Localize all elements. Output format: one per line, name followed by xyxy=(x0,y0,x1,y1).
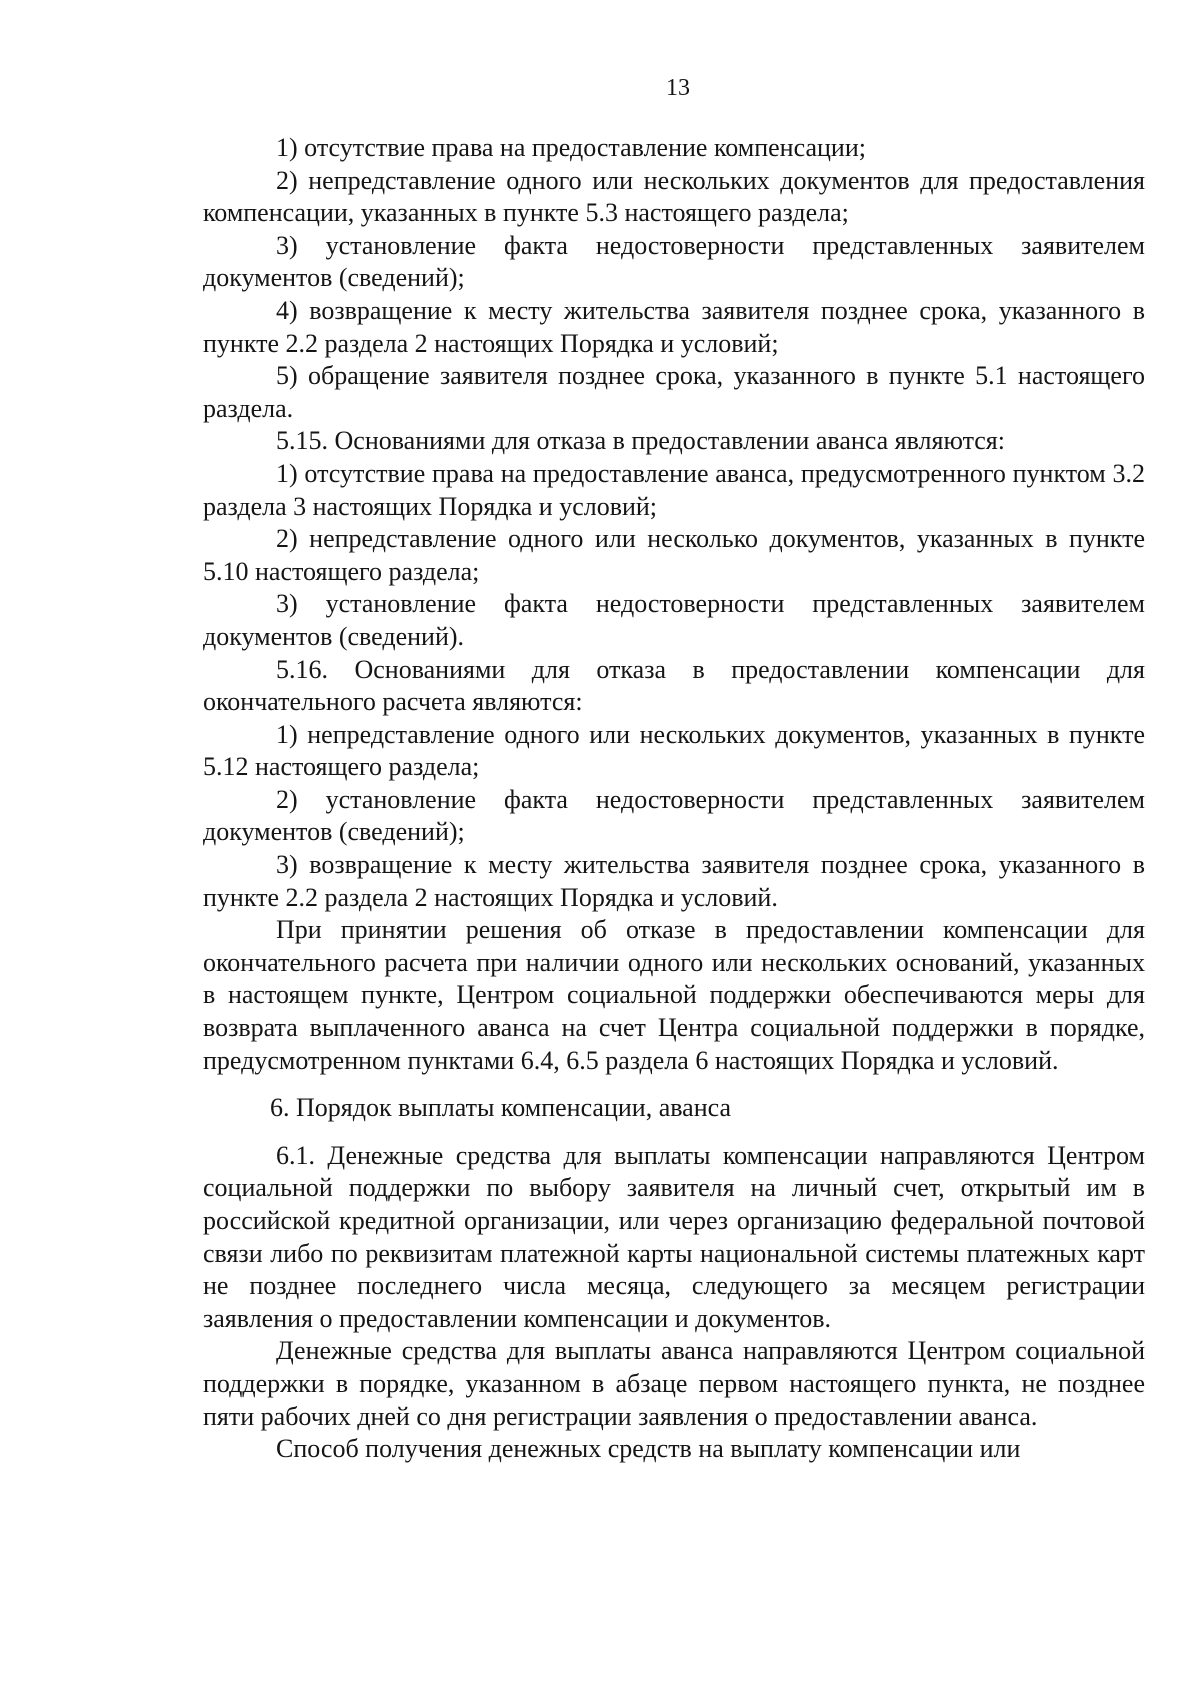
paragraph: 2) непредставление одного или несколько документов, указанных в пункте 5.10 настоящего раздела; xyxy=(203,524,1145,586)
paragraph: При принятии решения об отказе в предоставлении компенсации для окончательного расчета при наличии одного или нескольких оснований, указанных в настоящем пункте, Центром социальной поддержки обеспечиваются меры для возврата выплаченного аванса на счет Центра социальной поддержки в порядке, предусмотренном пунктами 6.4, 6.5 раздела 6 настоящих Порядка и условий. xyxy=(203,915,1145,1075)
paragraph: 4) возвращение к месту жительства заявителя позднее срока, указанного в пункте 2.2 раздела 2 настоящих Порядка и условий; xyxy=(203,295,1145,358)
paragraph: 5.16. Основаниями для отказа в предоставлении компенсации для окончательного расчета являются: xyxy=(203,654,1145,717)
paragraph: 3) возвращение к месту жительства заявителя позднее срока, указанного в пункте 2.2 раздела 2 настоящих Порядка и условий. xyxy=(203,850,1145,912)
paragraph: 2) непредставление одного или нескольких документов для предоставления компенсации, указанных в пункте 5.3 настоящего раздела; xyxy=(203,165,1145,228)
paragraph: Способ получения денежных средств на выплату компенсации или xyxy=(276,1434,1021,1464)
paragraph: 6.1. Денежные средства для выплаты компенсации направляются Центром социальной поддержки по выбору заявителя на личный счет, открытый им в российской кредитной организации, или через организацию федеральной почтовой связи либо по реквизитам платежной карты национальной системы платежных карт не позднее последнего числа месяца, следующего за месяцем регистрации заявления о предоставлении компенсации и документов. xyxy=(203,1140,1145,1333)
paragraph: 2) установление факта недостоверности представленных заявителем документов (сведений); xyxy=(203,784,1145,847)
paragraph: 1) отсутствие права на предоставление компенсации; xyxy=(276,133,866,162)
section-heading: 6. Порядок выплаты компенсации, аванса xyxy=(270,1093,732,1123)
paragraph: 3) установление факта недостоверности представленных заявителем документов (сведений). xyxy=(203,589,1145,651)
paragraph: 1) отсутствие права на предоставление аванса, предусмотренного пунктом 3.2 раздела 3 настоящих Порядка и условий; xyxy=(203,458,1145,521)
paragraph: 3) установление факта недостоверности представленных заявителем документов (сведений); xyxy=(203,230,1145,293)
paragraph: Денежные средства для выплаты аванса направляются Центром социальной поддержки в порядке, указанном в абзаце первом настоящего пункта, не позднее пяти рабочих дней со дня регистрации заявления о предоставлении аванса. xyxy=(203,1336,1145,1431)
page-number: 13 xyxy=(666,75,690,101)
paragraph: 1) непредставление одного или нескольких документов, указанных в пункте 5.12 настоящего раздела; xyxy=(203,719,1145,782)
paragraph: 5.15. Основаниями для отказа в предоставлении аванса являются: xyxy=(276,426,1005,456)
body-text xyxy=(203,132,1145,1466)
paragraph: 5) обращение заявителя позднее срока, указанного в пункте 5.1 настоящего раздела. xyxy=(203,361,1145,423)
